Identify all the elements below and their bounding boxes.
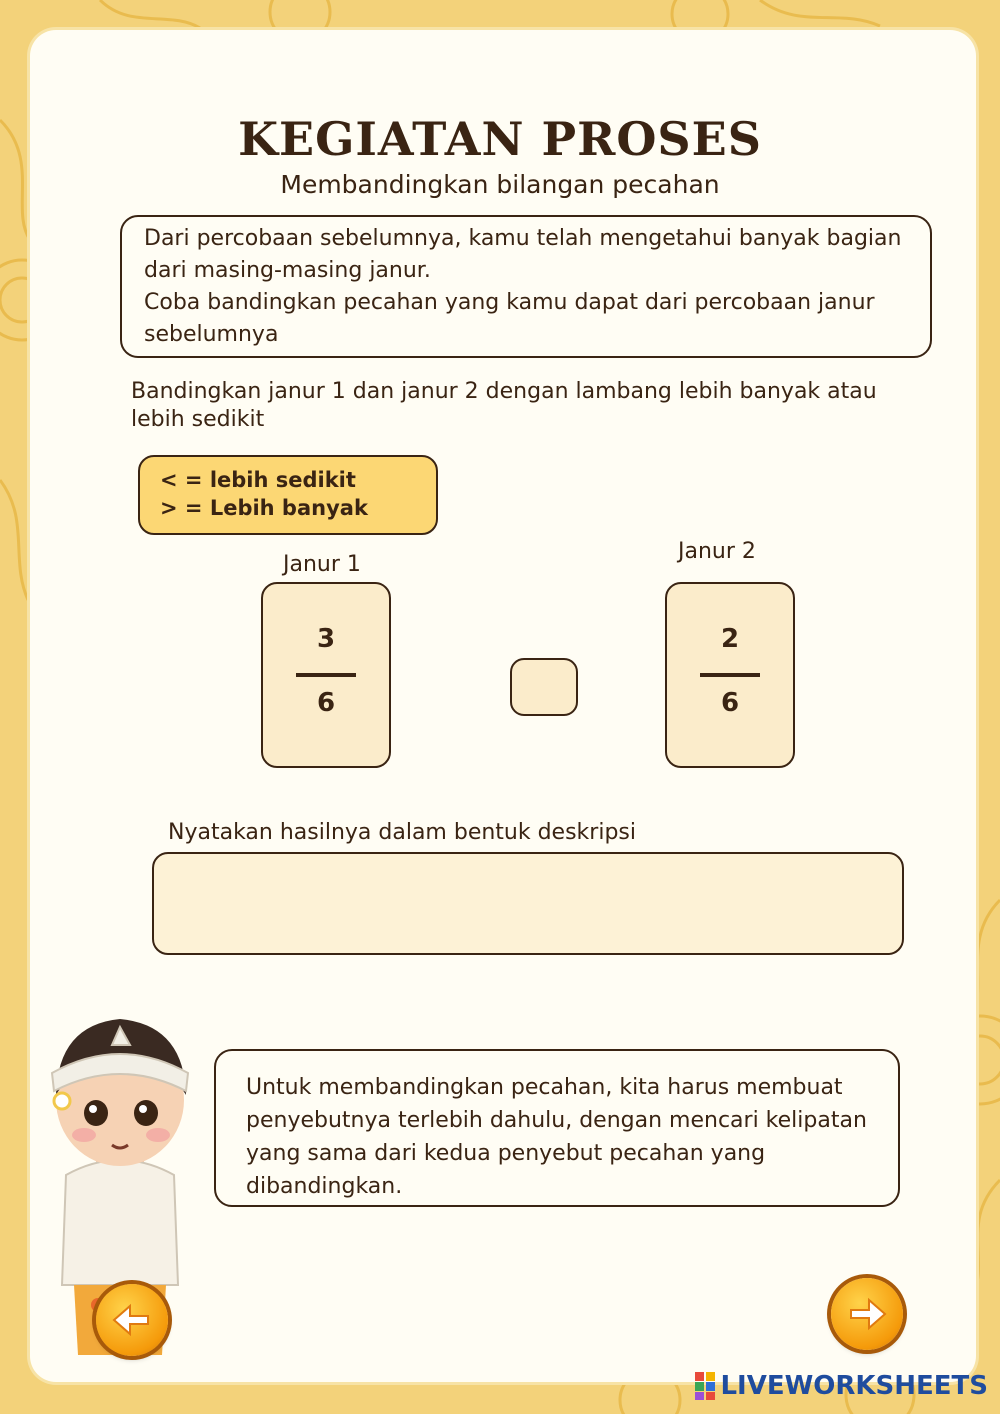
- fraction-card-janur-1: [261, 582, 391, 768]
- fraction-bar: [700, 673, 760, 677]
- description-input[interactable]: [152, 852, 904, 955]
- intro-text-1: Dari percobaan sebelumnya, kamu telah mengetahui banyak bagian dari masing-masing janur.: [144, 226, 902, 283]
- legend-greater-than: > = Lebih banyak: [160, 496, 368, 520]
- intro-box: [120, 215, 932, 358]
- liveworksheets-brand[interactable]: [694, 1368, 988, 1404]
- brand-text: LIVEWORKSHEETS: [720, 1371, 988, 1401]
- legend-less-than: < = lebih sedikit: [160, 468, 356, 492]
- page-title: KEGIATAN PROSES: [238, 112, 762, 166]
- page-subtitle: Membandingkan bilangan pecahan: [280, 170, 720, 199]
- arrow-left-icon: [110, 1298, 154, 1342]
- janur-2-label: Janur 2: [678, 539, 756, 564]
- tip-box: [214, 1049, 900, 1207]
- previous-page-button[interactable]: [96, 1284, 168, 1356]
- fraction-bar: [296, 673, 356, 677]
- arrow-right-icon: [845, 1292, 889, 1336]
- instruction-text: Bandingkan janur 1 dan janur 2 dengan lambang lebih banyak atau lebih sedikit: [131, 379, 877, 432]
- tip-text: Untuk membandingkan pecahan, kita harus membuat penyebutnya terlebih dahulu, dengan mencari kelipatan yang sama dari kedua penyebut pecahan yang dibandingkan.: [246, 1075, 867, 1199]
- next-page-button[interactable]: [831, 1278, 903, 1350]
- symbol-legend: [138, 455, 438, 535]
- fraction-card-janur-2: [665, 582, 795, 768]
- comparison-symbol-input[interactable]: [510, 658, 578, 716]
- fraction-numerator: 2: [720, 624, 740, 654]
- fraction-numerator: 3: [316, 624, 336, 654]
- description-label: Nyatakan hasilnya dalam bentuk deskripsi: [168, 820, 636, 845]
- intro-text-2: Coba bandingkan pecahan yang kamu dapat dari percobaan janur sebelumnya: [144, 290, 875, 347]
- janur-1-label: Janur 1: [283, 552, 361, 577]
- fraction-denominator: 6: [316, 688, 336, 718]
- liveworksheets-logo-icon: [694, 1371, 716, 1401]
- fraction-denominator: 6: [720, 688, 740, 718]
